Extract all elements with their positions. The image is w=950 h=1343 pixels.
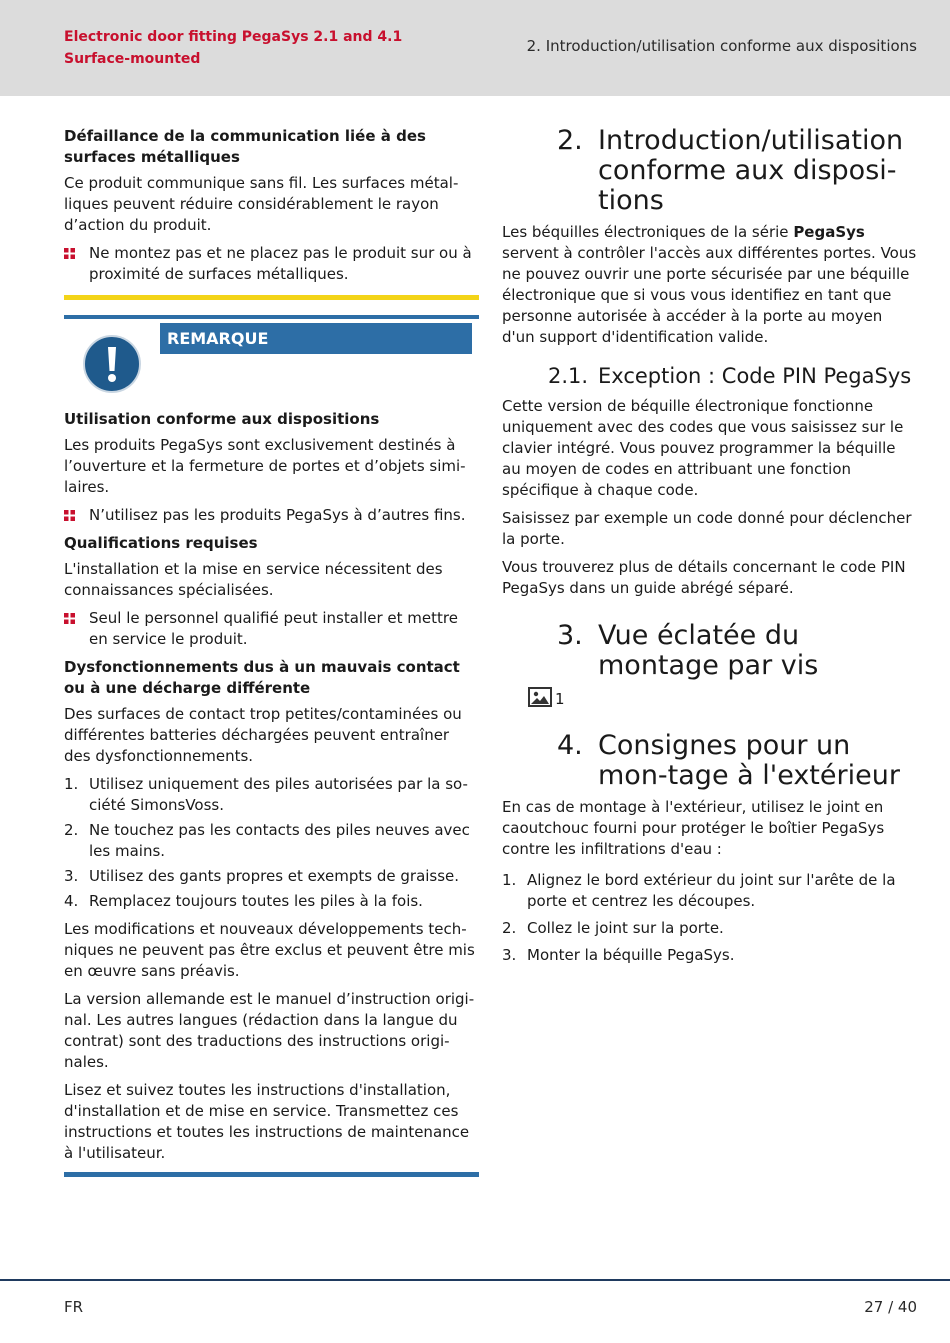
list-item <box>502 870 918 912</box>
subsection-number: 2.1. <box>548 364 589 388</box>
subsection-title: Exception : Code PIN PegaSys <box>598 364 912 388</box>
chapter-heading <box>502 126 918 216</box>
list-text: Alignez le bord extérieur du joint sur l'arête de la porte et centrez les découpes. <box>527 871 896 910</box>
list-number: 2. <box>64 821 79 839</box>
chapter-title: Consignes pour un mon-tage à l'extérieur <box>598 730 900 791</box>
list-number: 3. <box>502 946 517 964</box>
paragraph: Vous trouverez plus de détails concernant le code PIN PegaSys dans un guide abrégé séparé. <box>502 558 906 597</box>
section-heading: Utilisation conforme aux dispositions <box>64 410 380 428</box>
warning-separator <box>64 295 479 300</box>
page-number: 27 / 40 <box>864 1298 917 1316</box>
list-number: 1. <box>64 775 79 793</box>
paragraph: Des surfaces de contact trop petites/contaminées ou différentes batteries déchargées peuvent entraîner des dysfonctionnements. <box>64 705 462 765</box>
chapter-title: 2. Introduction/utilisation conforme aux dispositions <box>526 37 917 55</box>
list-number: 2. <box>502 919 517 937</box>
chapter-number: 4. <box>557 730 583 761</box>
paragraph: Ce produit communique sans fil. Les surfaces métal-liques peuvent réduire considérablement le rayon d’action du produit. <box>64 174 459 234</box>
warning-square-icon <box>64 608 89 650</box>
paragraph: Saisissez par exemple un code donné pour déclencher la porte. <box>502 509 912 548</box>
list-text: Utilisez uniquement des piles autorisées par la so-ciété SimonsVoss. <box>89 775 468 814</box>
right-column <box>502 126 918 970</box>
image-reference[interactable] <box>528 687 918 711</box>
chapter-title: Introduction/utilisation conforme aux disposi-tions <box>598 125 904 216</box>
warning-square-icon <box>64 243 89 285</box>
image-number: 1 <box>555 690 565 708</box>
note-label: REMARQUE <box>160 323 472 354</box>
list-text: Collez le joint sur la porte. <box>527 919 724 937</box>
section-heading: Défaillance de la communication liée à des surfaces métalliques <box>64 127 426 166</box>
warning-text: Ne montez pas et ne placez pas le produit sur ou à proximité de surfaces métalliques. <box>89 244 472 283</box>
paragraph: La version allemande est le manuel d’instruction origi-nal. Les autres langues (rédaction dans la langue du contrat) sont des traductions des instructions origi-nales. <box>64 990 475 1071</box>
chapter-title: Vue éclatée du montage par vis <box>598 620 819 681</box>
paragraph: Les béquilles électroniques de la série PegaSys servent à contrôler l'accès aux différentes portes. Vous ne pouvez ouvrir une porte sécurisée par une béquille électronique que si vous vous identifiez en tant que personne autorisée à accéder à la porte au moyen d'un support d'identification valide. <box>502 223 917 346</box>
warning-text: N’utilisez pas les produits PegaSys à d’autres fins. <box>89 506 466 524</box>
warning-square-icon <box>64 505 89 526</box>
page-header <box>0 0 950 96</box>
exclamation-circle-icon <box>83 335 141 393</box>
list-text: Utilisez des gants propres et exempts de graisse. <box>89 867 460 885</box>
paragraph: Les produits PegaSys sont exclusivement destinés à l’ouverture et la fermeture de portes et d’objets simi-laires. <box>64 436 466 496</box>
list-item <box>64 774 479 816</box>
list-text: Ne touchez pas les contacts des piles neuves avec les mains. <box>89 821 470 860</box>
paragraph: Les modifications et nouveaux développements tech-niques ne peuvent pas être exclus et peuvent être mis en œuvre sans préavis. <box>64 920 475 980</box>
paragraph: En cas de montage à l'extérieur, utilisez le joint en caoutchouc fourni pour protéger le boîtier PegaSys contre les infiltrations d'eau : <box>502 798 885 858</box>
image-icon <box>528 687 552 711</box>
paragraph: Cette version de béquille électronique fonctionne uniquement avec des codes que vous saisissez sur le clavier intégré. Vous pouvez programmer la béquille au moyen de codes en attribuant une fonction spécifique à chaque code. <box>502 397 904 499</box>
paragraph: Lisez et suivez toutes les instructions d'installation, d'installation et de mise en service. Transmettez ces instructions et toutes les instructions de maintenance à l'utilisateur. <box>64 1081 470 1162</box>
left-column <box>64 126 479 1177</box>
list-item <box>64 866 479 887</box>
list-item <box>502 945 918 966</box>
warning-item <box>64 505 479 526</box>
note-end-separator <box>64 1172 479 1177</box>
note-box <box>64 315 479 409</box>
chapter-heading <box>502 621 918 681</box>
paragraph: L'installation et la mise en service nécessitent des connaissances spécialisées. <box>64 560 443 599</box>
footer-divider <box>0 1279 950 1281</box>
section-heading: Qualifications requises <box>64 534 258 552</box>
chapter-number: 3. <box>557 620 583 651</box>
list-text: Remplacez toujours toutes les piles à la fois. <box>89 892 423 910</box>
section-heading: Dysfonctionnements dus à un mauvais contact ou à une décharge différente <box>64 658 460 697</box>
list-number: 3. <box>64 867 79 885</box>
document-title: Electronic door fitting PegaSys 2.1 and 4.1 Surface-mounted <box>64 29 403 67</box>
list-item <box>502 918 918 939</box>
chapter-heading <box>502 731 918 791</box>
list-number: 4. <box>64 892 79 910</box>
warning-item <box>64 608 479 650</box>
chapter-number: 2. <box>557 125 583 156</box>
list-text: Monter la béquille PegaSys. <box>527 946 735 964</box>
list-item <box>64 891 479 912</box>
subsection-heading <box>502 362 918 390</box>
warning-item <box>64 243 479 285</box>
list-number: 1. <box>502 871 517 889</box>
list-item <box>64 820 479 862</box>
warning-text: Seul le personnel qualifié peut installer et mettre en service le produit. <box>89 609 458 648</box>
footer-language: FR <box>64 1298 84 1316</box>
